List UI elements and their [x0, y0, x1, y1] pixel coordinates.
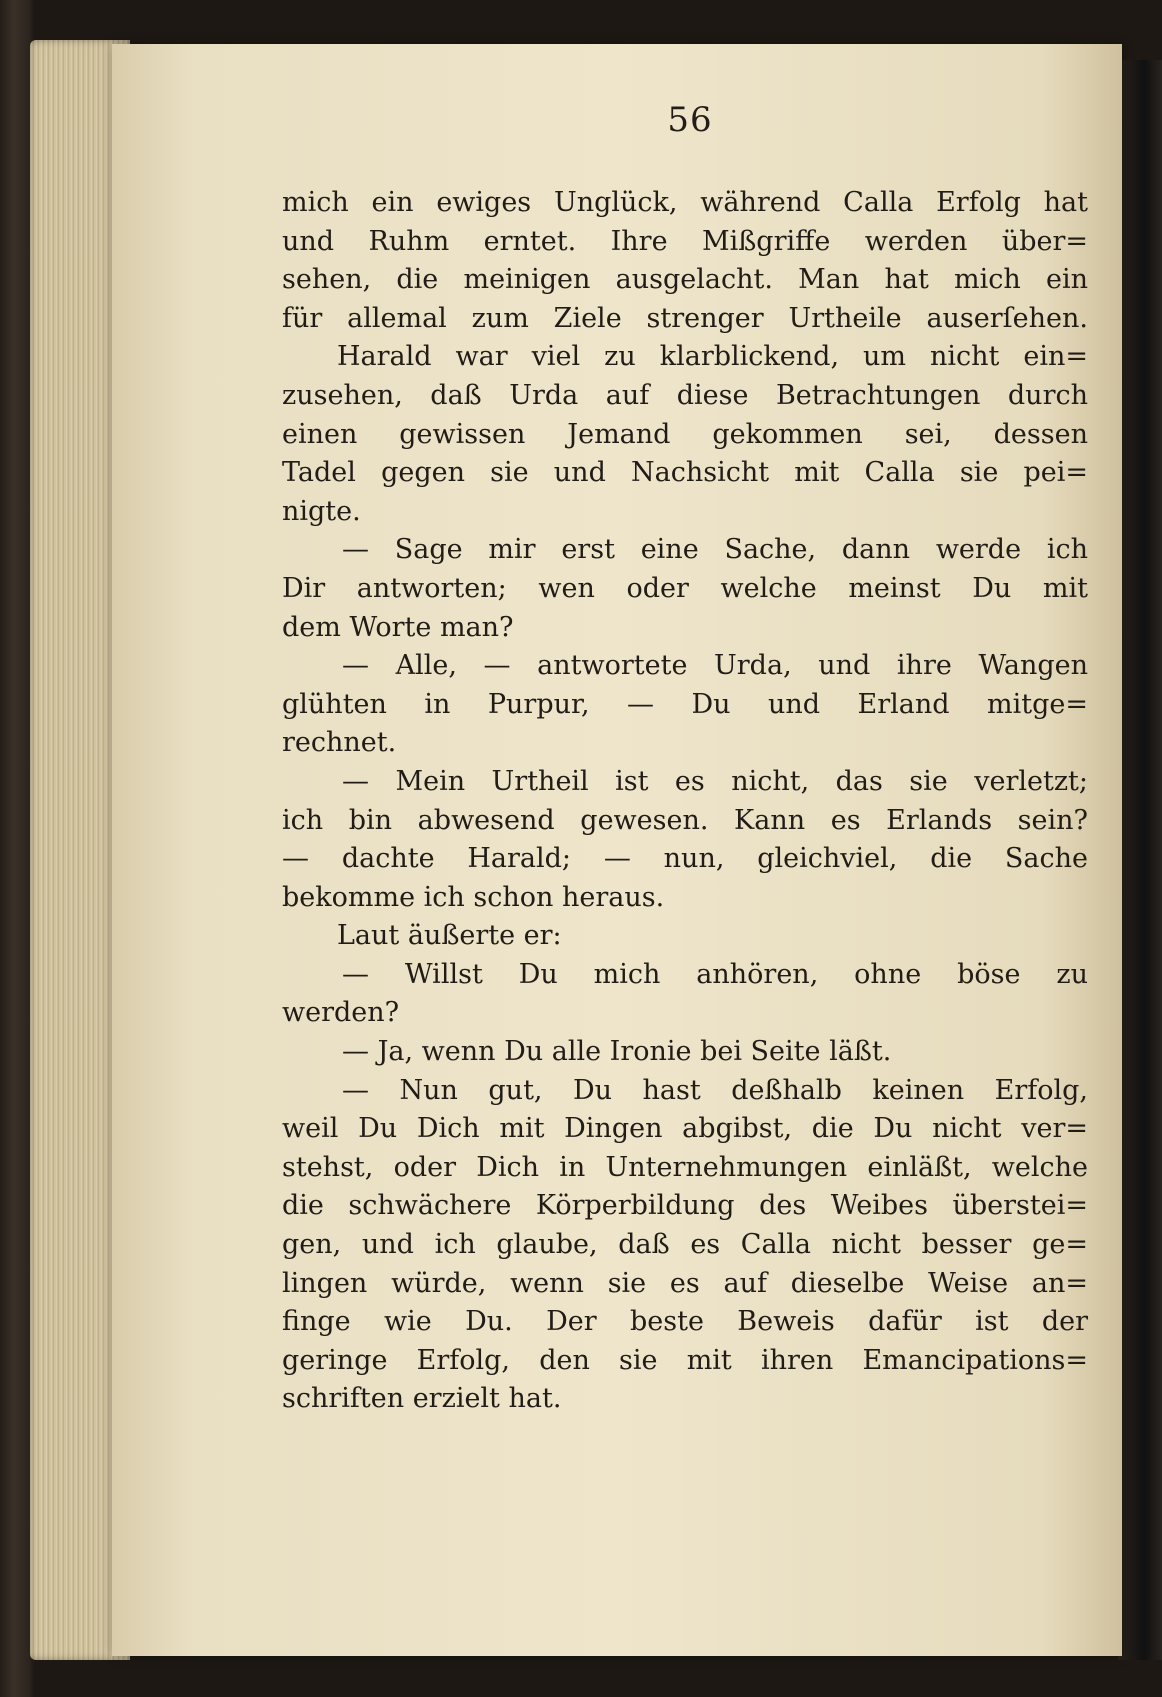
text-line: finge wie Du. Der beste Beweis dafür ist der	[282, 1306, 1088, 1338]
text-line: weil Du Dich mit Dingen abgibst, die Du nicht ver=	[282, 1113, 1088, 1145]
text-line: geringe Erfolg, den sie mit ihren Emancipations=	[282, 1344, 1088, 1376]
text-line: die schwächere Körperbildung des Weibes überstei=	[282, 1190, 1088, 1222]
text-line: sehen, die meinigen ausgelacht. Man hat mich ein	[282, 264, 1088, 296]
text-line: — Sage mir erst eine Sache, dann werde ich	[342, 534, 1088, 566]
text-line: Tadel gegen sie und Nachsicht mit Calla sie pei=	[282, 457, 1088, 489]
text-line: einen gewissen Jemand gekommen sei, dessen	[282, 418, 1088, 450]
text-line: Harald war viel zu klarblickend, um nicht ein=	[337, 341, 1088, 373]
text-line: stehst, oder Dich in Unternehmungen einläßt, welche	[282, 1151, 1088, 1183]
text-line: glühten in Purpur, — Du und Erland mitge=	[282, 688, 1088, 720]
text-line: für allemal zum Ziele strenger Urtheile auserſehen.	[282, 302, 1088, 334]
text-line: ich bin abwesend gewesen. Kann es Erlands sein?	[282, 804, 1088, 836]
text-line: mich ein ewiges Unglück, während Calla Erfolg hat	[282, 187, 1088, 218]
page-number: 56	[667, 100, 713, 140]
text-line: nigte.	[282, 495, 361, 527]
text-line: — Mein Urtheil ist es nicht, das sie verletzt;	[342, 765, 1088, 797]
body-text	[282, 184, 1088, 1419]
text-line: zusehen, daß Urda auf diese Betrachtungen durch	[282, 379, 1088, 411]
text-line: und Ruhm erntet. Ihre Mißgriffe werden über=	[282, 225, 1088, 257]
text-line: schriften erzielt hat.	[282, 1383, 562, 1415]
book-cover-edge	[1118, 60, 1162, 1660]
text-line: werden?	[282, 997, 400, 1029]
text-line: Laut äußerte er:	[337, 920, 562, 952]
text-line: Dir antworten; wen oder welche meinst Du mit	[282, 572, 1088, 604]
text-line: dem Worte man?	[282, 611, 514, 643]
text-line: rechnet.	[282, 727, 397, 759]
text-line: — Ja, wenn Du alle Ironie bei Seite läßt.	[342, 1036, 892, 1068]
text-line: — Alle, — antwortete Urda, und ihre Wangen	[342, 650, 1088, 682]
text-line: lingen würde, wenn sie es auf dieselbe Weise an=	[282, 1267, 1088, 1299]
text-line: — dachte Harald; — nun, gleichviel, die Sache	[282, 843, 1088, 875]
text-line: — Willst Du mich anhören, ohne böse zu	[342, 958, 1088, 990]
text-line: bekomme ich schon heraus.	[282, 881, 665, 913]
text-line: — Nun gut, Du hast deßhalb keinen Erfolg,	[342, 1074, 1088, 1106]
text-line: gen, und ich glaube, daß es Calla nicht besser ge=	[282, 1229, 1088, 1261]
